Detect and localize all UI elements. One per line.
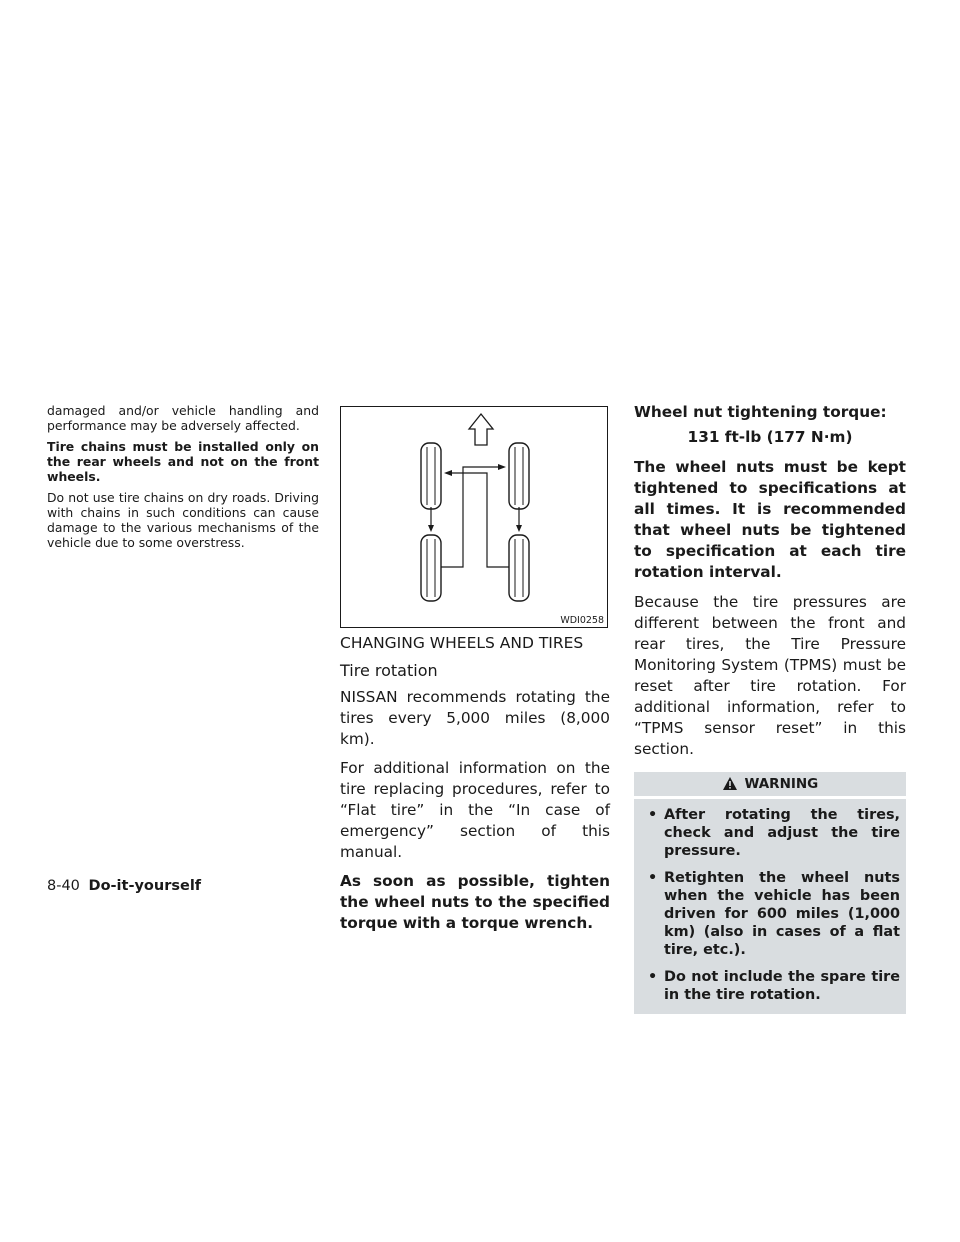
dry-road-warning: Do not use tire chains on dry roads. Driving with chains in such conditions can cause damage to the various mechanisms of the vehicle due to some overstress. [47,490,319,550]
left-column [47,403,319,556]
page-number: 8-40 [47,878,80,894]
figure-code: WDI0258 [560,615,604,626]
paragraph-continued: damaged and/or vehicle handling and performance may be adversely affected. [47,403,319,433]
section-heading: CHANGING WHEELS AND TIRES [340,634,584,652]
warning-item: • Retighten the wheel nuts when the vehicle has been driven for 600 miles (1,000 km) (also in cases of a flat tire, etc.). [648,870,900,958]
front-right-tire-icon [509,443,529,509]
warning-item: • After rotating the tires, check and adjust the tire pressure. [648,807,900,859]
middle-column [340,633,610,942]
tire-rotation-diagram [340,406,608,628]
warning-box [634,772,906,1014]
front-left-tire-icon [421,443,441,509]
warning-triangle-icon [722,776,738,791]
tpms-reset-paragraph: Because the tire pressures are different between the front and rear tires, the Tire Pressure Monitoring System (TPMS) must be reset after tire rotation. For additional information, refer to “TPMS sensor reset” in this section. [634,593,906,758]
right-column [634,402,906,1014]
wheel-nut-note: The wheel nuts must be kept tightened to specifications at all times. It is recommended that wheel nuts be tightened to specification at each tire rotation interval. [634,458,906,581]
rotation-pattern-graphic [341,407,607,627]
forward-arrow-icon [469,414,493,445]
rear-right-tire-icon [509,535,529,601]
tire-chain-rule: Tire chains must be installed only on the rear wheels and not on the front wheels. [47,439,319,484]
rear-left-tire-icon [421,535,441,601]
subsection-heading: Tire rotation [340,661,438,680]
torque-instruction: As soon as possible, tighten the wheel nuts to the specified torque with a torque wrench. [340,872,610,932]
warning-item: • Do not include the spare tire in the tire rotation. [648,969,900,1003]
torque-value: 131 ft-lb (177 N·m) [687,428,853,446]
rotation-interval-paragraph: NISSAN recommends rotating the tires every 5,000 miles (8,000 km). [340,688,610,748]
reference-paragraph: For additional information on the tire replacing procedures, refer to “Flat tire” in the “In case of emergency” section of this manual. [340,759,610,861]
warning-title: WARNING [744,776,819,792]
torque-label: Wheel nut tightening torque: [634,403,887,421]
page-footer [47,878,201,894]
warning-header [634,772,906,799]
section-name: Do-it-yourself [88,878,202,894]
